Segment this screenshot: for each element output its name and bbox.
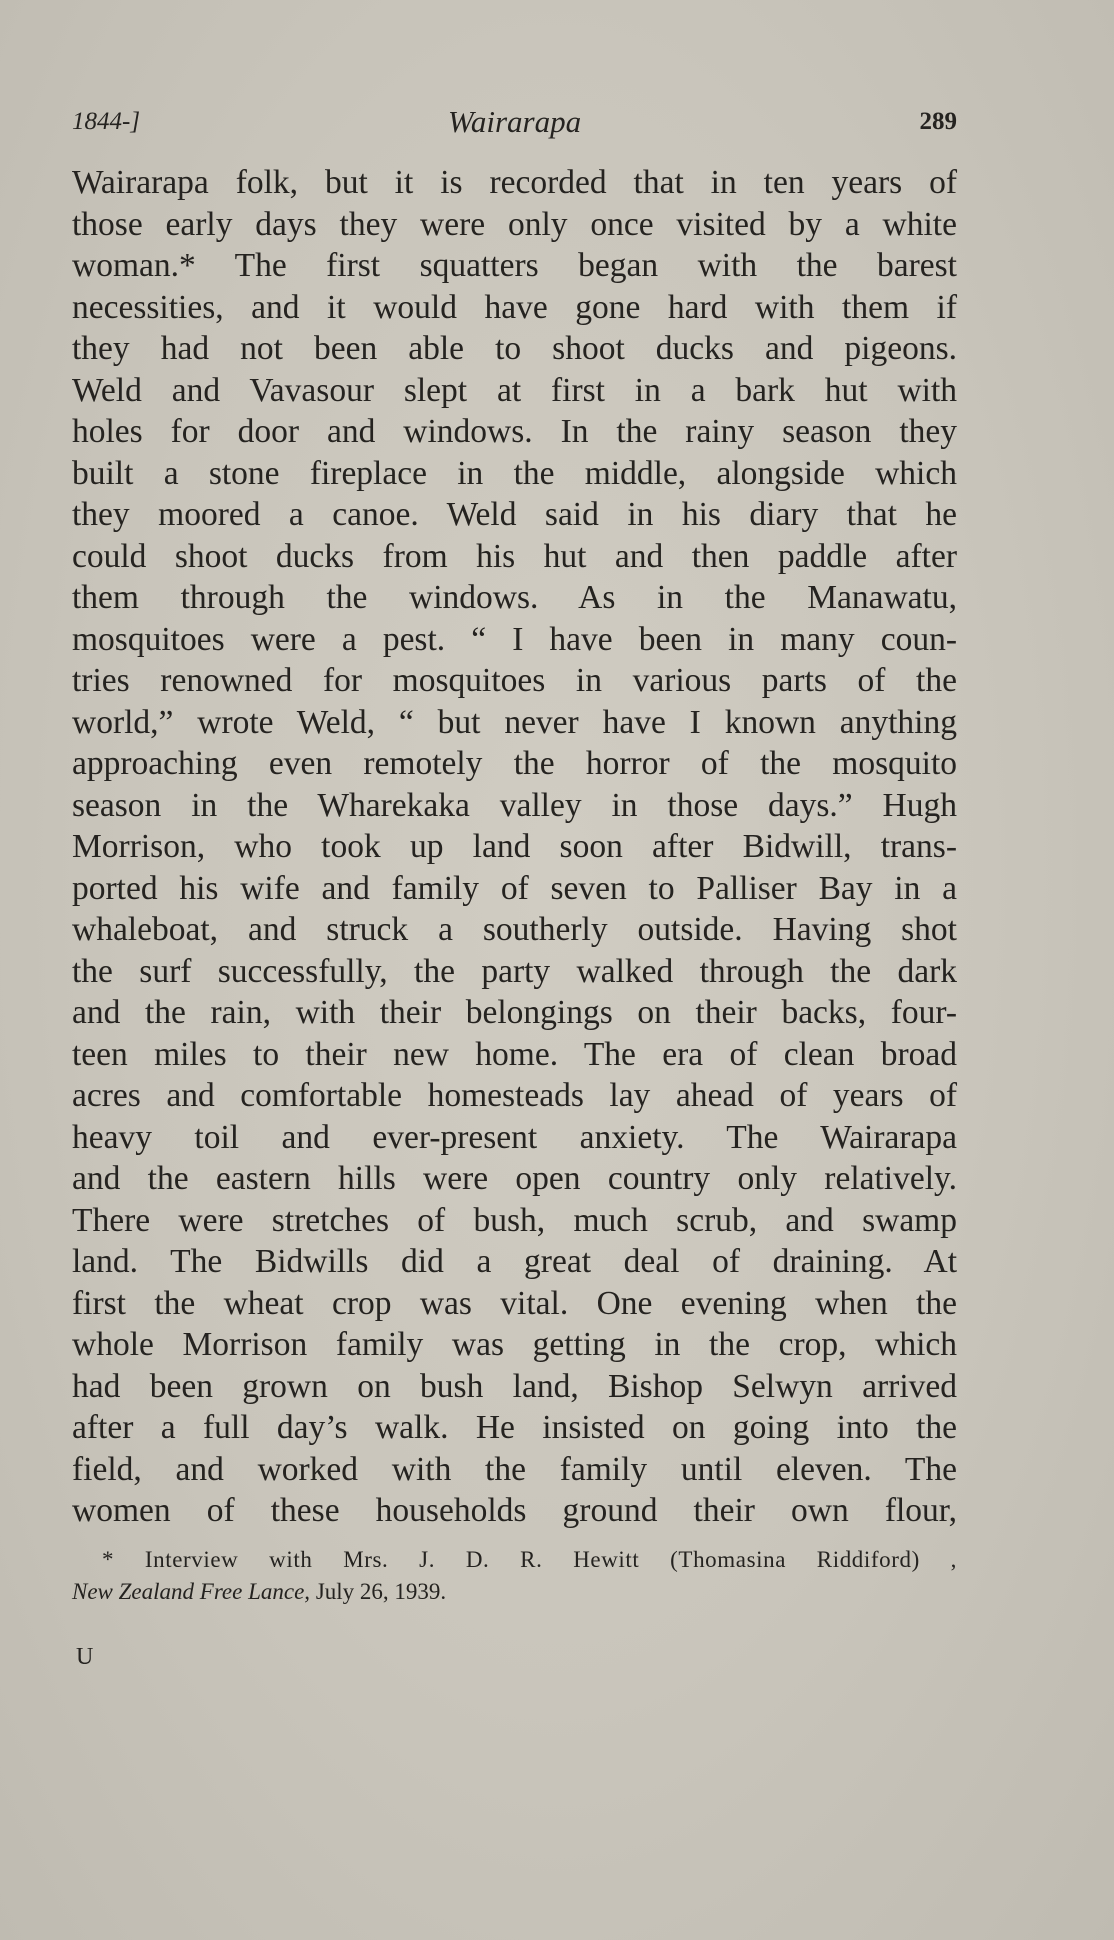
text-line: them through the windows. As in the Manawatu, <box>72 579 957 616</box>
text-line: first the wheat crop was vital. One evening when the <box>72 1284 957 1322</box>
text-line: necessities, and it would have gone hard with them if <box>72 288 957 326</box>
footnote-publication: New Zealand Free Lance, <box>72 1579 311 1604</box>
text-line: ported his wife and family of seven to Palliser Bay in a <box>72 869 957 907</box>
text-line: whole Morrison family was getting in the crop, which <box>72 1326 957 1363</box>
running-head <box>72 104 957 148</box>
text-line: heavy toil and ever-present anxiety. The Wairarapa <box>72 1118 957 1156</box>
signature-mark: U <box>76 1644 94 1670</box>
text-line: they had not been able to shoot ducks and pigeons. <box>72 330 957 367</box>
footnote-source <box>72 1576 957 1608</box>
text-line: woman.* The first squatters began with the barest <box>72 247 957 284</box>
text-line: teen miles to their new home. The era of clean broad <box>72 1035 957 1073</box>
text-line: holes for door and windows. In the rainy season they <box>72 413 957 450</box>
text-line: Wairarapa folk, but it is recorded that in ten years of <box>72 164 957 201</box>
text-line: could shoot ducks from his hut and then paddle after <box>72 537 957 575</box>
text-line: and the rain, with their belongings on their backs, four- <box>72 994 957 1031</box>
text-line: season in the Wharekaka valley in those days.” Hugh <box>72 786 957 824</box>
body-text <box>72 162 957 1532</box>
text-line: the surf successfully, the party walked through the dark <box>72 952 957 990</box>
text-line: whaleboat, and struck a southerly outside. Having shot <box>72 911 957 948</box>
text-line: field, and worked with the family until eleven. The <box>72 1450 957 1488</box>
text-line: had been grown on bush land, Bishop Selwyn arrived <box>72 1367 957 1405</box>
text-line: Morrison, who took up land soon after Bidwill, trans- <box>72 828 957 865</box>
footnote <box>72 1544 957 1608</box>
text-line: Weld and Vavasour slept at first in a bark hut with <box>72 371 957 409</box>
text-line: approaching even remotely the horror of the mosquito <box>72 745 957 782</box>
text-line: There were stretches of bush, much scrub, and swamp <box>72 1201 957 1239</box>
text-line: tries renowned for mosquitoes in various parts of the <box>72 662 957 699</box>
running-head-year: 1844-] <box>72 108 141 135</box>
running-head-title: Wairarapa <box>447 104 582 139</box>
footnote-date: July 26, 1939. <box>310 1579 447 1604</box>
text-line: land. The Bidwills did a great deal of draining. At <box>72 1243 957 1280</box>
footnote-citation: * Interview with Mrs. J. D. R. Hewitt (Thomasina Riddiford) , <box>102 1547 957 1572</box>
text-line: world,” wrote Weld, “ but never have I known anything <box>72 703 957 741</box>
text-line: acres and comfortable homesteads lay ahead of years of <box>72 1077 957 1114</box>
text-line: mosquitoes were a pest. “ I have been in many coun- <box>72 620 957 658</box>
text-line: women of these households ground their own flour, <box>72 1492 957 1529</box>
text-line: and the eastern hills were open country only relatively. <box>72 1160 957 1197</box>
text-line: those early days they were only once visited by a white <box>72 205 957 243</box>
page-number: 289 <box>919 108 957 135</box>
text-line: built a stone fireplace in the middle, alongside which <box>72 454 957 492</box>
text-line: after a full day’s walk. He insisted on going into the <box>72 1409 957 1446</box>
text-line: they moored a canoe. Weld said in his diary that he <box>72 496 957 533</box>
